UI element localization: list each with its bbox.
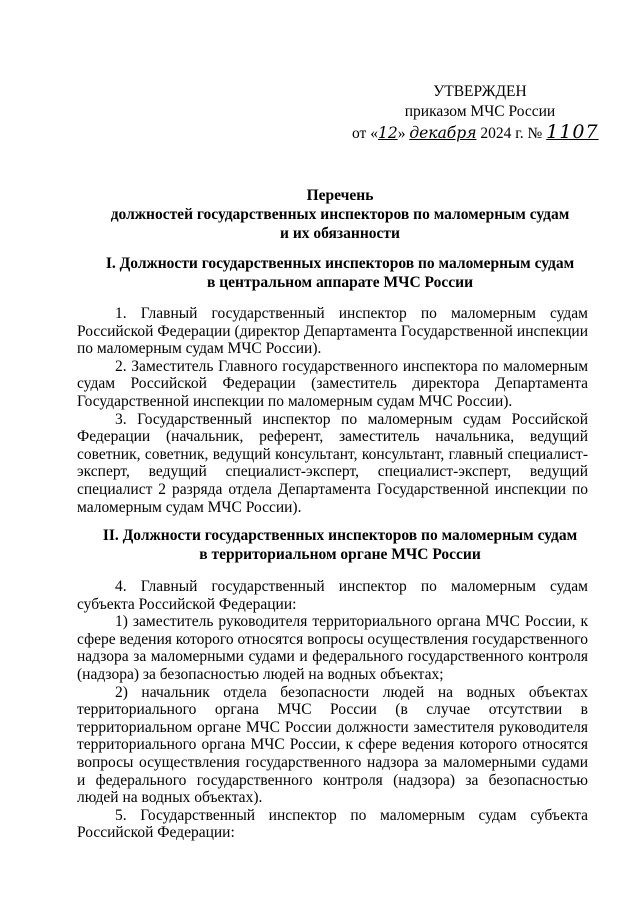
paragraph: 4. Главный государственный инспектор по маломерным судам субъекта Российской Федерации: <box>77 578 588 613</box>
section-1-heading <box>60 254 620 292</box>
section-2-heading-line-1: II. Должности государственных инспекторов по маломерным судам <box>102 527 578 544</box>
paragraph: 1) заместитель руководителя территориального органа МЧС России, к сфере ведения которого относятся вопросы осуществления государственного надзора за маломерными судами и федерального государственного контроля (надзора) за безопасностью людей на водных объектах; <box>77 613 589 683</box>
approval-order-line: приказом МЧС России <box>404 103 556 120</box>
date-day-close: » <box>397 125 406 142</box>
section-1-body <box>77 305 588 516</box>
paragraph: 2. Заместитель Главного государственного инспектора по маломерным судам Российской Федерации (заместитель директора Департамента Государственной инспекции по маломерным судам МЧС России). <box>77 357 588 410</box>
section-1-heading-line-1: I. Должности государственных инспекторов по маломерным судам <box>105 255 575 272</box>
section-2-heading-line-2: в территориальном органе МЧС России <box>199 546 481 563</box>
title-line-2: должностей государственных инспекторов по маломерным судам <box>110 206 570 223</box>
approval-date-line <box>340 122 620 144</box>
title-line-1: Перечень <box>306 187 374 204</box>
section-1-heading-line-2: в центральном аппарате МЧС России <box>206 274 474 291</box>
document-title <box>60 186 620 243</box>
section-2-heading <box>60 526 620 564</box>
section-2-body <box>77 578 588 842</box>
approval-stamp <box>340 82 620 144</box>
approval-status: УТВЕРЖДЕН <box>433 83 527 100</box>
paragraph: 5. Государственный инспектор по маломерным судам субъекта Российской Федерации: <box>77 806 588 842</box>
handwritten-day: 12 <box>377 124 398 142</box>
title-line-3: и их обязанности <box>280 225 400 242</box>
date-year: 2024 г. № <box>480 125 543 142</box>
paragraph: 3. Государственный инспектор по маломерным судам Российской Федерации (начальник, референт, заместитель начальника, ведущий советник, советник, ведущий консультант, консультант, главный специалист-эксперт, ведущий специалист-эксперт, специалист-эксперт, ведущий специалист 2 разряда отдела Департамента Государственной инспекции по маломерным судам МЧС России). <box>77 410 588 516</box>
handwritten-month: декабря <box>409 124 477 142</box>
date-prefix: от « <box>352 125 378 142</box>
handwritten-order-number: 1107 <box>546 121 599 143</box>
paragraph: 1. Главный государственный инспектор по маломерным судам Российской Федерации (директор Департамента Государственной инспекции по маломерным судам МЧС России). <box>77 305 588 358</box>
paragraph: 2) начальник отдела безопасности людей на водных объектах территориального органа МЧС России (в случае отсутствии в территориальном органе МЧС России должности заместителя руководителя территориального органа МЧС России, к сфере ведения которого относятся вопросы осуществления государственного надзора за маломерными судами и федерального государственного контроля (надзора) за безопасностью людей на водных объектах). <box>77 683 588 807</box>
